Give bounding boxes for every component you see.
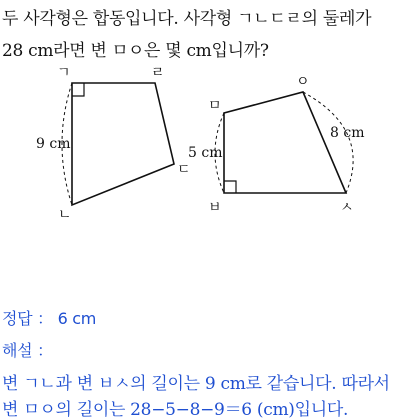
quadrilateral-left (72, 83, 174, 205)
vertex-label-bieup: ㅂ (208, 200, 222, 216)
quadrilateral-right (224, 92, 346, 193)
vertex-label-giyeok: ㄱ (57, 65, 71, 81)
right-angle-mark-left (72, 83, 84, 96)
problem-line-1: 두 사각형은 합동입니다. 사각형 ㄱㄴㄷㄹ의 둘레가 (2, 9, 372, 29)
right-angle-mark-right (224, 181, 236, 193)
explanation-label: 해설 ： (2, 341, 53, 360)
side-length-label-8cm: 8 cm (330, 125, 365, 141)
explanation-line-2: 변 ㅁㅇ의 길이는 28−5−8−9＝6 (cm)입니다. (2, 400, 349, 420)
vertex-label-nieun: ㄴ (58, 207, 72, 223)
vertex-label-ieung: ㅇ (296, 74, 310, 90)
side-length-label-5cm: 5 cm (188, 145, 223, 161)
problem-line-2: 28 cm라면 변 ㅁㅇ은 몇 cm입니까? (2, 41, 269, 61)
vertex-label-rieul: ㄹ (151, 65, 165, 81)
vertex-label-mieum: ㅁ (208, 98, 222, 114)
answer-label: 정답 ： 6 cm (2, 309, 97, 328)
explanation-line-1: 변 ㄱㄴ과 변 ㅂㅅ의 길이는 9 cm로 같습니다. 따라서 (2, 374, 390, 394)
dashed-arc-right-right (303, 92, 353, 193)
side-length-label-9cm: 9 cm (36, 136, 71, 152)
vertex-label-digeut: ㄷ (177, 162, 191, 178)
vertex-label-siot: ㅅ (340, 200, 354, 216)
